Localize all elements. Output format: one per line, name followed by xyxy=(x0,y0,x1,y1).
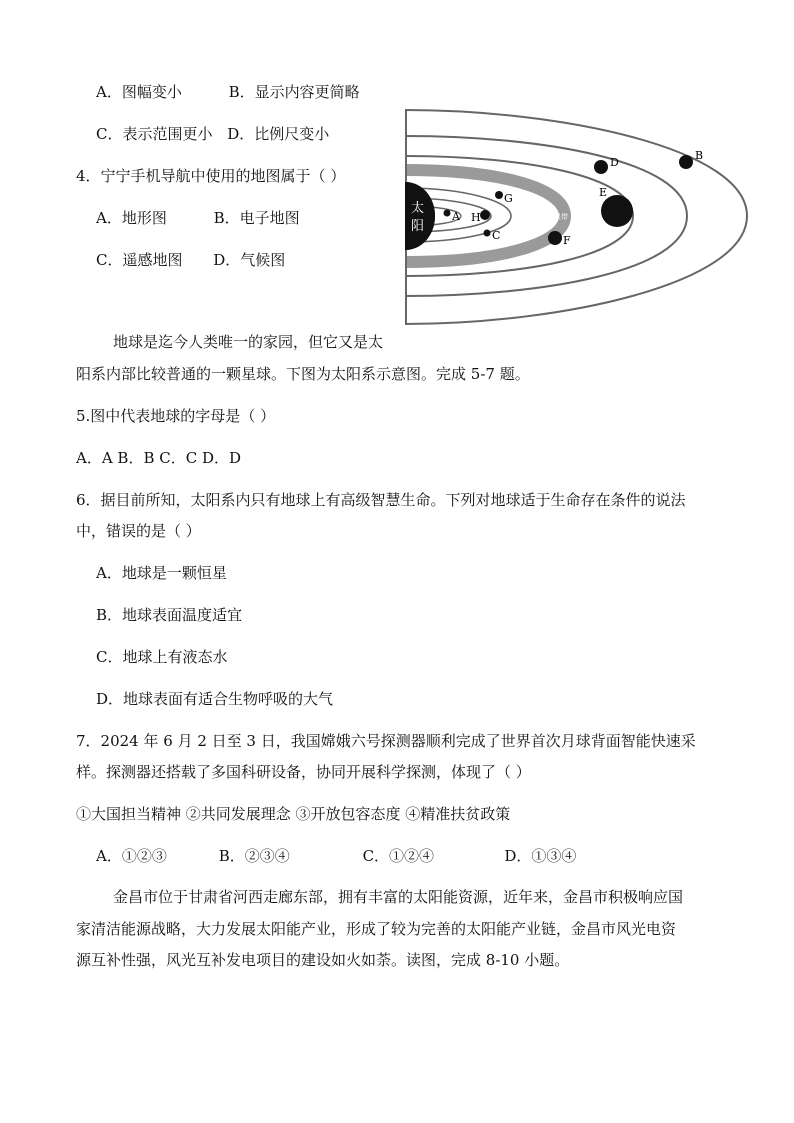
q6-option-b: B．地球表面温度适宜 xyxy=(96,606,243,624)
q3-option-row-1 xyxy=(96,82,360,102)
planet-b-label: B xyxy=(695,149,704,162)
planet-h-label: H xyxy=(471,211,481,224)
q4-stem: 4．宁宁手机导航中使用的地图属于（ ） xyxy=(76,167,346,185)
planet-e-label: E xyxy=(599,186,608,199)
intro-8-10-line-3: 源互补性强，风光互补发电项目的建设如火如荼。读图，完成 8-10 小题。 xyxy=(76,951,570,969)
q7-options-row xyxy=(96,846,576,866)
q7-option-b: B．②③④ xyxy=(218,847,290,865)
intro-5-7-line-2: 阳系内部比较普通的一颗星球。下图为太阳系示意图。完成 5-7 题。 xyxy=(76,365,530,383)
q4-option-a: A．地形图 xyxy=(96,209,167,227)
planet-f xyxy=(548,231,562,245)
asteroid-belt-label: 小行星带 xyxy=(540,213,568,221)
q7-stem-line-2: 样。探测器还搭载了多国科研设备，协同开展科学探测，体现了（ ） xyxy=(76,763,531,781)
planet-e xyxy=(601,195,633,227)
q7-option-d: D．①③④ xyxy=(504,847,577,865)
q4-option-b: B．电子地图 xyxy=(213,209,300,227)
q4-option-row-2 xyxy=(96,250,285,270)
q4-option-d: D．气候图 xyxy=(213,251,286,269)
q3-option-row-2 xyxy=(96,124,329,144)
intro-5-7-line-1: 地球是迄今人类唯一的家园，但它又是太 xyxy=(113,333,384,351)
planet-d-label: D xyxy=(610,156,619,169)
planet-g xyxy=(495,191,503,199)
planet-b xyxy=(679,155,693,169)
q6-option-a: A．地球是一颗恒星 xyxy=(96,564,227,582)
q6-stem-line-2: 中，错误的是（ ） xyxy=(76,522,201,540)
q7-option-c: C．①②④ xyxy=(362,847,435,865)
planet-f-label: F xyxy=(563,234,571,247)
planet-c-label: C xyxy=(492,229,501,242)
q4-option-c: C．遥感地图 xyxy=(96,251,183,269)
solar-system-diagram xyxy=(405,108,755,328)
q3-option-b: B．显示内容更简略 xyxy=(228,83,360,101)
q7-items: ①大国担当精神 ②共同发展理念 ③开放包容态度 ④精准扶贫政策 xyxy=(76,805,511,823)
q5-options: A．A B．B C．C D．D xyxy=(76,449,242,467)
q7-option-a: A．①②③ xyxy=(96,847,167,865)
q6-option-c: C．地球上有液态水 xyxy=(96,648,228,666)
planet-d xyxy=(594,160,608,174)
planet-g-label: G xyxy=(504,192,513,205)
intro-8-10-line-1: 金昌市位于甘肃省河西走廊东部，拥有丰富的太阳能资源，近年来，金昌市积极响应国 xyxy=(113,888,684,906)
q4-option-row-1 xyxy=(96,208,300,228)
planet-a-label: A xyxy=(452,210,460,223)
q3-option-d: D．比例尺变小 xyxy=(227,125,330,143)
q6-stem-line-1: 6．据目前所知，太阳系内只有地球上有高级智慧生命。下列对地球适于生命存在条件的说法 xyxy=(76,491,686,509)
planet-c xyxy=(484,230,491,237)
q6-option-d: D．地球表面有适合生物呼吸的大气 xyxy=(96,690,334,708)
sun-label-1: 太 xyxy=(411,201,425,216)
q7-stem-line-1: 7．2024 年 6 月 2 日至 3 日，我国嫦娥六号探测器顺利完成了世界首次月球背面智能快速采 xyxy=(76,732,696,750)
q3-option-c: C．表示范围更小 xyxy=(96,125,213,143)
planet-h xyxy=(480,210,490,220)
planet-a xyxy=(444,210,451,217)
sun-label-2: 阳 xyxy=(411,219,425,234)
sun-body xyxy=(405,182,435,250)
q5-stem: 5.图中代表地球的字母是（ ） xyxy=(76,407,276,425)
q3-option-a: A．图幅变小 xyxy=(96,83,182,101)
intro-8-10-line-2: 家清洁能源战略，大力发展太阳能产业，形成了较为完善的太阳能产业链，金昌市风光电资 xyxy=(76,920,677,938)
